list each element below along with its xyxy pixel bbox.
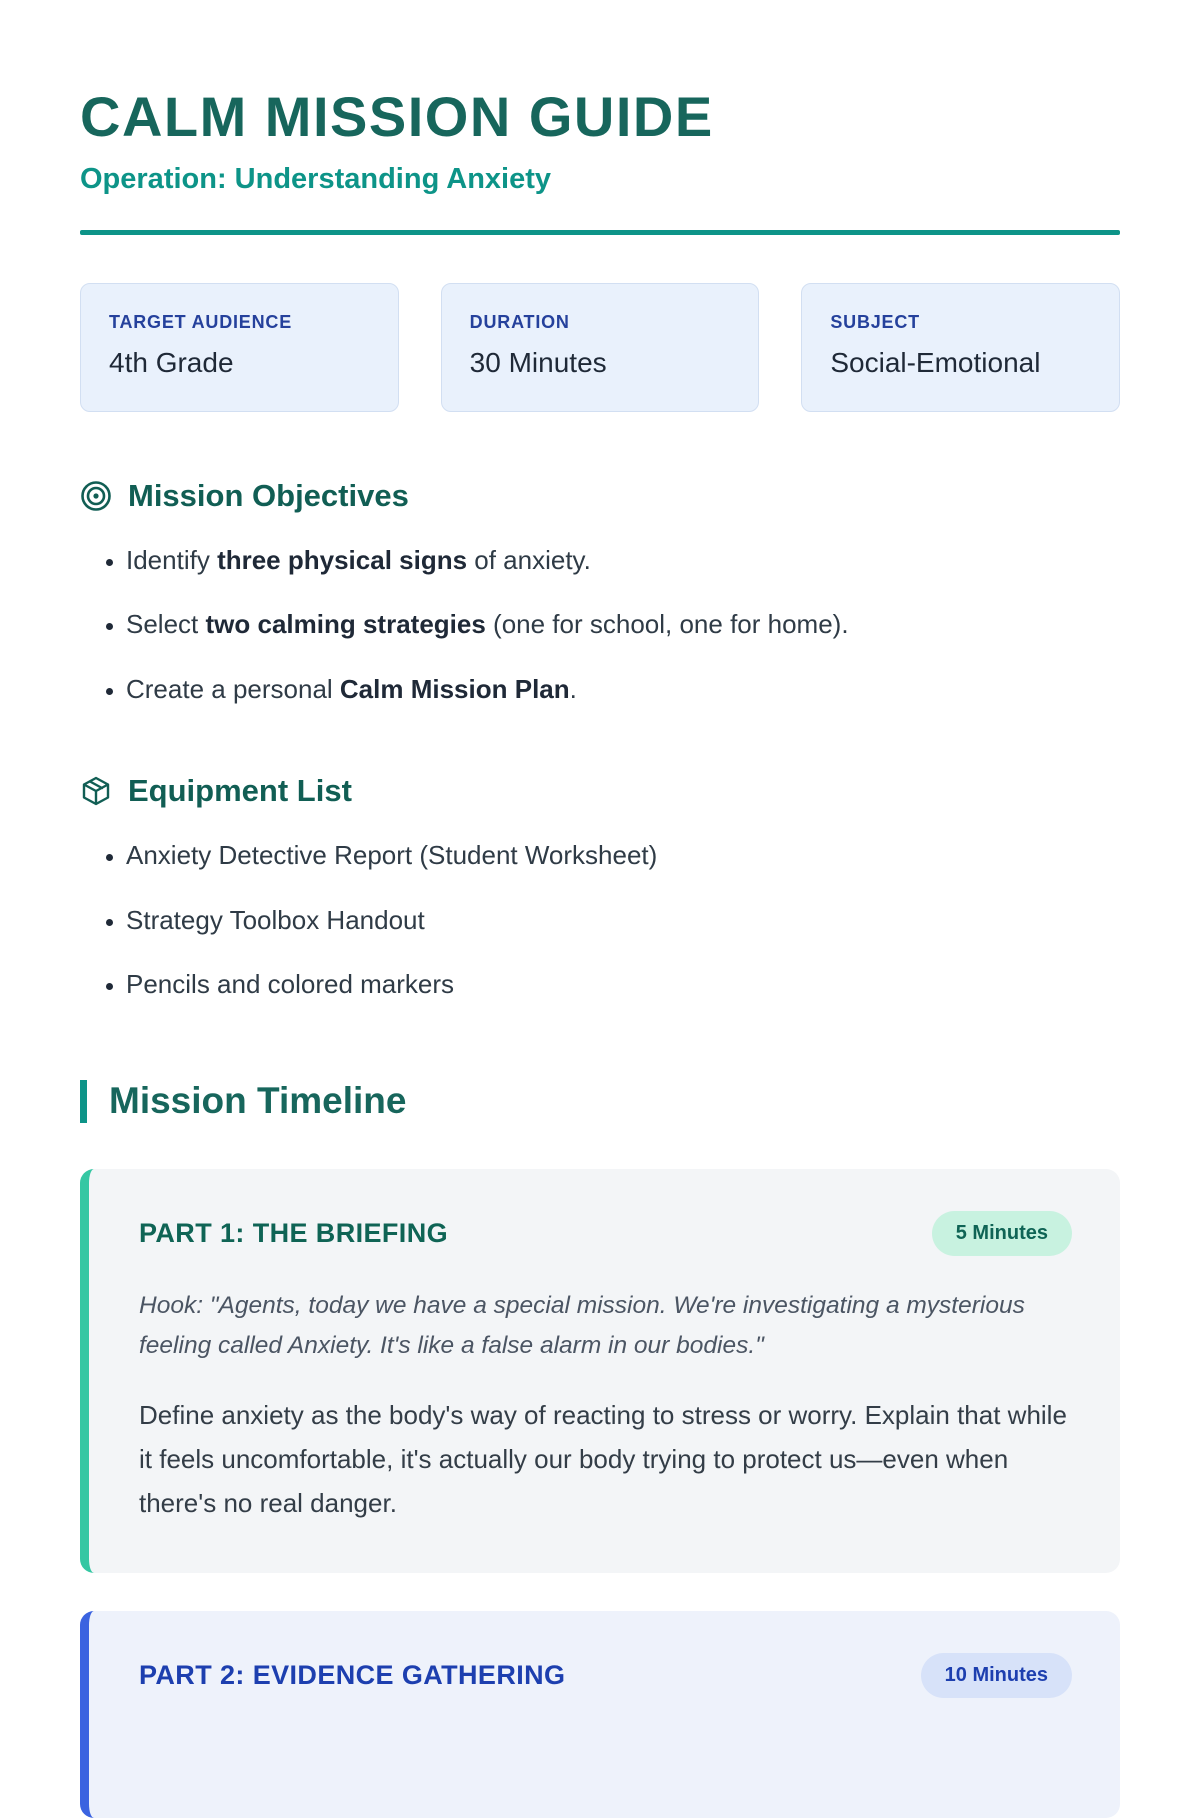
timeline-heading: Mission Timeline xyxy=(80,1080,1120,1123)
part-title: PART 1: THE BRIEFING xyxy=(139,1217,449,1248)
info-card-subject xyxy=(801,283,1120,412)
page-subtitle: Operation: Understanding Anxiety xyxy=(80,163,552,195)
part-title: PART 2: EVIDENCE GATHERING xyxy=(139,1660,566,1691)
duration-badge: 10 Minutes xyxy=(921,1653,1072,1698)
part-body-text: Define anxiety as the body's way of reacting to stress or worry. Explain that while it feels uncomfortable, it's actually our body trying to protect us—even when there's no real danger. xyxy=(139,1399,1067,1519)
divider xyxy=(80,230,1120,235)
part-hook-text: Hook: "Agents, today we have a special mission. We're investigating a mysterious feeling called Anxiety. It's like a false alarm in our bodies." xyxy=(139,1291,1025,1360)
info-card-duration xyxy=(441,283,760,412)
info-card-value: 4th Grade xyxy=(109,347,234,378)
info-card-label: SUBJECT xyxy=(830,312,920,332)
section-heading: Mission Objectives xyxy=(128,478,409,513)
page-title: CALM MISSION GUIDE xyxy=(80,85,714,148)
section-equipment-list xyxy=(80,773,1120,1002)
section-mission-objectives xyxy=(80,478,1120,707)
info-card-label: TARGET AUDIENCE xyxy=(109,312,292,332)
duration-badge: 5 Minutes xyxy=(932,1211,1072,1256)
list-item: • Identify three physical signs of anxiety. xyxy=(126,542,1120,578)
info-card-value: 30 Minutes xyxy=(469,347,607,378)
info-card-row xyxy=(80,283,1120,412)
info-card-value: Social-Emotional xyxy=(830,347,1041,378)
objectives-list xyxy=(80,542,1120,707)
target-icon xyxy=(80,480,112,512)
list-item: • Create a personal Calm Mission Plan. xyxy=(126,671,1120,707)
info-card-label: DURATION xyxy=(469,312,570,332)
section-heading: Equipment List xyxy=(128,773,352,809)
list-item: • Anxiety Detective Report (Student Worksheet) xyxy=(126,837,1120,873)
timeline-part-1-card xyxy=(80,1169,1120,1573)
list-item: • Pencils and colored markers xyxy=(126,966,1120,1002)
package-icon xyxy=(80,775,112,807)
equipment-list xyxy=(80,837,1120,1002)
info-card-target-audience xyxy=(80,283,399,412)
timeline-part-2-card xyxy=(80,1611,1120,1818)
list-item: • Select two calming strategies (one for school, one for home). xyxy=(126,606,1120,642)
list-item: • Strategy Toolbox Handout xyxy=(126,902,1120,938)
